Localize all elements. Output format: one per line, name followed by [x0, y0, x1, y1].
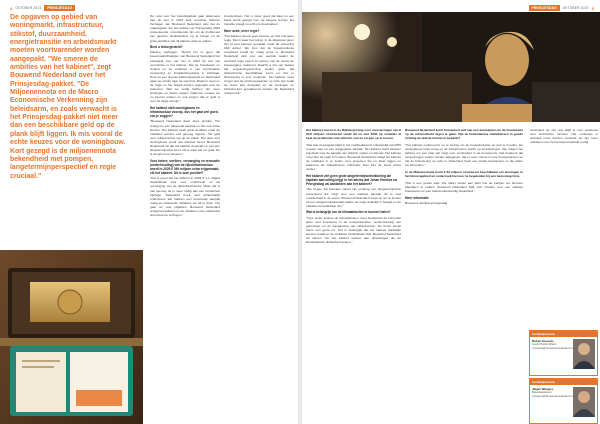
contact-card-1 — [529, 330, 598, 376]
col1-question-2: Het kabinet stelt woningbouw en infrastructuur voorop, dus het gaat wel goed, zou je zeggen? — [150, 106, 219, 119]
colB-answer-2: "Dat is een goede stap. We staan verder aan tafel met de partijen om hierover afspraken te maken. Bouwend Nederland blijft zich inzetten voor een stabiele bouwsector en een toekomstbestendig Nederland." — [405, 180, 523, 193]
contact-2-email[interactable]: j.wiegers@bouwendnederland.nl — [532, 393, 573, 398]
colA-lead-question: Het kabinet meent in de Rijksbegroting voor investeringen van € 20,5 miljoen structureel vanaf dit en met 2035 op ondanks al heel de problemen met stikstof, van en zorgen op te lossen. — [306, 128, 401, 141]
left-page — [0, 0, 298, 424]
right-page-number: 5 — [591, 5, 594, 11]
right-text-column-1 — [306, 128, 401, 420]
left-folio-issue: OKTOBER 2023 — [15, 6, 42, 10]
contact-2-role: Beleidsadviseur — [532, 390, 552, 394]
briefcase-photo — [0, 250, 143, 424]
col1-answer-3: "Het is goed dat het kabinet in 2026 € 1,1 miljard beschikbaar stelt voor onderhoud en de vervanging van de rijksinfrastructuur. Maar dat is niet genoeg. Er is meer nodig dan een incidentele bijdrage. Nederland heeft veel achterstallig onderhoud. We hebben een structurele aanpak nodig en voldoende middelen om dit te doen. Het gaat om vele miljarden. Bouwend Nederland vraagt het kabinet om de middelen voor onderhoud structureel te verhogen." — [150, 176, 220, 218]
col2-answer-1: "Het kabinet neemt geen keuzes, en dus ook geen regie. Dat is waar het wringt. In de afgelopen jaren zijn er veel plannen gemaakt, maar de uitvoering blijft achter. We zien dat de bouwproductie terugloopt terwijl de vraag groot is. Bouwend Nederland pleit voor een aanpak waarin de overheid regie neemt en samen met de sector de bouwopgave realiseert. Daarbij is het van belang dat vergunningverlening sneller gaat, dat stikstofruimte beschikbaar komt en dat er financiering is voor projecten. Het kabinet moet zorgen dat de randvoorwaarden op orde zijn zodat de bouw kan doorgaan en de woningen en infrastructuur gerealiseerd worden die Nederland nodig heeft." — [224, 33, 294, 96]
col1-answer-1: Maxime Verhagen: "Noord het is geen dat bouwmaatschappijen van Bouwend Nederland het belangrijk zien van het in 2023 bij ons wel vooruitzien in het kabinet. Dat de bouwketen nu rendert en de middelen in een verminderde investering en fiscaliteitstoestand is zichtbaar. Door en een nieuwe kabinetsperiode en Nederland gaan we straks naar de stembus. Daarom moet nu de regie en het beleid worden opgepakt voor de toekomst. Wat we nodig hebben zijn meer woningen en betere wegen. Daarvoor moeten we nu keuzes maken en ook zorgen dat er geld is voor de lange termijn." — [150, 50, 220, 104]
col2-paragraph-1: investeringen. Het is zeker goed dat daar nu een basis wordt gelegd voor de langere termijn. De transitie vraagt nu echt om doorpakken. — [224, 14, 294, 27]
colA-question-3: Wat is belangrijk om de klimaatdoelen te kunnen halen? — [306, 210, 391, 215]
colB-more-info-link[interactable]: Bouwend.nl/artikel-prinsjesdag — [405, 200, 448, 205]
colB-lead-question-2: In de Miljoenennota komt € 33 miljoen structureel beschikbaar om woningen in het binnengebied en onderzoek hiervoor te begeleiden bij een bewoningcrisis. — [405, 170, 523, 179]
left-folio — [10, 4, 75, 12]
contact-2-avatar — [573, 387, 595, 417]
colB-answer-1: "Het kabinet onderneemt nu te weinig om de bouwproductie op peil te houden. De woningbouw loopt terug en de infrastructuur wacht op investeringen. We vragen het kabinet om een plan dat zorgt voor continuïteit in de bouwsector. Dat betekent dat vergunningen sneller worden afgegeven, dat er meer ruimte is voor bouwprojecten en dat de financiering op orde is. Nederland heeft een sterke bouwsector en die willen we behouden." — [405, 142, 523, 168]
left-folio-section-badge: PRINSJESDAG — [44, 5, 75, 11]
right-page — [302, 0, 600, 424]
colC-paragraph: veranderd. Er zijn nog altijd te veel vacatures voor technische functies. Het onderwijs in techniek moet worden versterkt. Er zijn meer middelen voor het beroepsonderwijs nodig. — [530, 128, 598, 145]
contact-card-2 — [529, 378, 598, 424]
title-photo — [302, 12, 600, 122]
colA-answer-3: "Voor onder andere de klimaatdoelen moet Nederland de komende jaren veel investeren in de energietransitie, verduurzaming van gebouwen en de aanpassing van infrastructuur. De bouw speelt hierin een grote rol. Het is belangrijk dat het kabinet duidelijke keuzes maakt en de middelen beschikbaar stelt. Bouwend Nederland wil samen met het kabinet werken aan oplossingen die de klimaatdoelen dichterbij brengen." — [306, 215, 401, 245]
colA-question-2: Het kabinet ziet geen grote langetermijnontwikkeling die kapitale aanvulling krijgt in het advies dat Johan Remkes na Prinsjesdag zal aanbieden aan het kabinet? — [306, 174, 398, 187]
col1-answer-2: "Bouwend Nederland deelt deze ambitie. Het vraagt om een passende aanpak en dus ook echte keuzes. Het kabinet heeft grote ambities maar de middelen worden niet genoeg ingezet. Het geld voor infrastructuur ligt op de plank. Het geld voor woningbouw wordt niet effectief benut. Bouwend Nederland wil dat het kabinet doorpakt en met een langetermijnvisie komt. Dit is waar het om gaat. Nu is de tijd om te bouwen." — [150, 119, 220, 157]
colB-lead-question-1: Bouwend Nederland komt binnenkort zelf met een aanvulplan om de bouwmarkt op de ochtendlucht tegen te gaan. Zijn de buitenlandse marktkansen in goede richting de laatste termijn in beperkt? — [405, 128, 523, 141]
left-page-number: 4 — [10, 5, 13, 11]
pull-quote: De opgaven op gebied van woningmarkt, infrastructuur, stikstof, duurzaamheid, energietransitie en arbeidsmarkt moeten voortvarender worden aangepakt. "We smeren de ambities van het kabinet", zegt Bouwend Nederland over het Prinsjesdag-pakket. "De Miljoenennota en de Macro Economische Verkenning zijn beleidsarm, en zoals verwacht is het Prinsjesdag-pakket niet meer dan een beschikbare geld op de plank blijft liggen. Ik mis vooral de echte keuzes voor de woningbouw. Kort gezegd is de miljoenennota bekendheid met pompen, langetermijnperspectief en regie cruciaal." — [10, 14, 126, 180]
colB-more-info-heading: Meer informatie — [405, 195, 429, 200]
left-text-column-2 — [224, 14, 294, 420]
col1-intro: De nota voor het beleidsgebied gaat uitkomend aan de wet in 2023 stelt voorzitter Maxime Verhagen van Bouwend Nederland vast dat de maatregelen die het kabinet op Prinsjesdag 2023 presenteerde, onvoldoende zijn om de problemen van gewone Nederlanders op te lossen en de grote ambities van dit kabinet waar te maken. — [150, 14, 220, 43]
contact-1-email[interactable]: r.hessels@bouwendnederland.nl — [532, 345, 573, 350]
contact-1-label: Contactpersoon — [530, 331, 597, 337]
colA-answer-1: "Dat was al aangekondigd in het coalitieakkoord. Uiteindelijk zal 2025 moeten zien tot een aangepaste aanpak. Het kabinet heeft fondsen ingesteld voor de aanpak van stikstof, natuur en klimaat. Het kabinet moet hier de vaart in houden. Bouwend Nederland vraagt het kabinet de middelen in te zetten voor projecten die nu klaar liggen en waarvoor de stikstofruimte ontbreekt. Dan kan de bouw direct verder." — [306, 142, 401, 172]
title-photo-illustration — [302, 12, 600, 122]
right-folio-section-badge: PRINSJESDAG — [529, 5, 560, 11]
col2-question-1: Meer actie, meer regie? — [224, 28, 260, 33]
right-folio — [529, 4, 594, 12]
contact-2-label: Contactpersoon — [530, 379, 597, 385]
col1-question-1: Bent u teleurgesteld? — [150, 45, 183, 50]
right-text-column-3-top — [530, 128, 598, 158]
right-text-column-2 — [405, 128, 523, 420]
contact-1-avatar — [573, 339, 595, 369]
briefcase-illustration — [0, 250, 143, 424]
contact-1-name: Ruben Hessels — [532, 339, 554, 343]
colA-answer-2: "We hopen dat Remkes vanuit zijn ervaring een langetermijnvisie presenteert die zorgt voor een stabiele aanpak. Er is veel onzekerheid in de sector. Bouwend Nederland roept op om te komen tot een langetermijnaanpak waarin de regie duidelijk is belegd en de middelen beschikbaar zijn." — [306, 187, 401, 208]
contact-2-name: Jelger Wiegers — [532, 387, 554, 391]
right-folio-issue: OKTOBER 2023 — [562, 6, 589, 10]
contact-1-role: Hoofd Public Affairs — [532, 342, 557, 346]
left-text-column-1 — [150, 14, 220, 420]
col1-question-3: Voor betere, snellere, vervanging en renovatie (onderhouding) van de rijksinfrastructuur wordt in 2025 € 390 miljoen extra vrijgemaakt, elk het kabinet. Dit is toch positief? — [150, 158, 220, 176]
